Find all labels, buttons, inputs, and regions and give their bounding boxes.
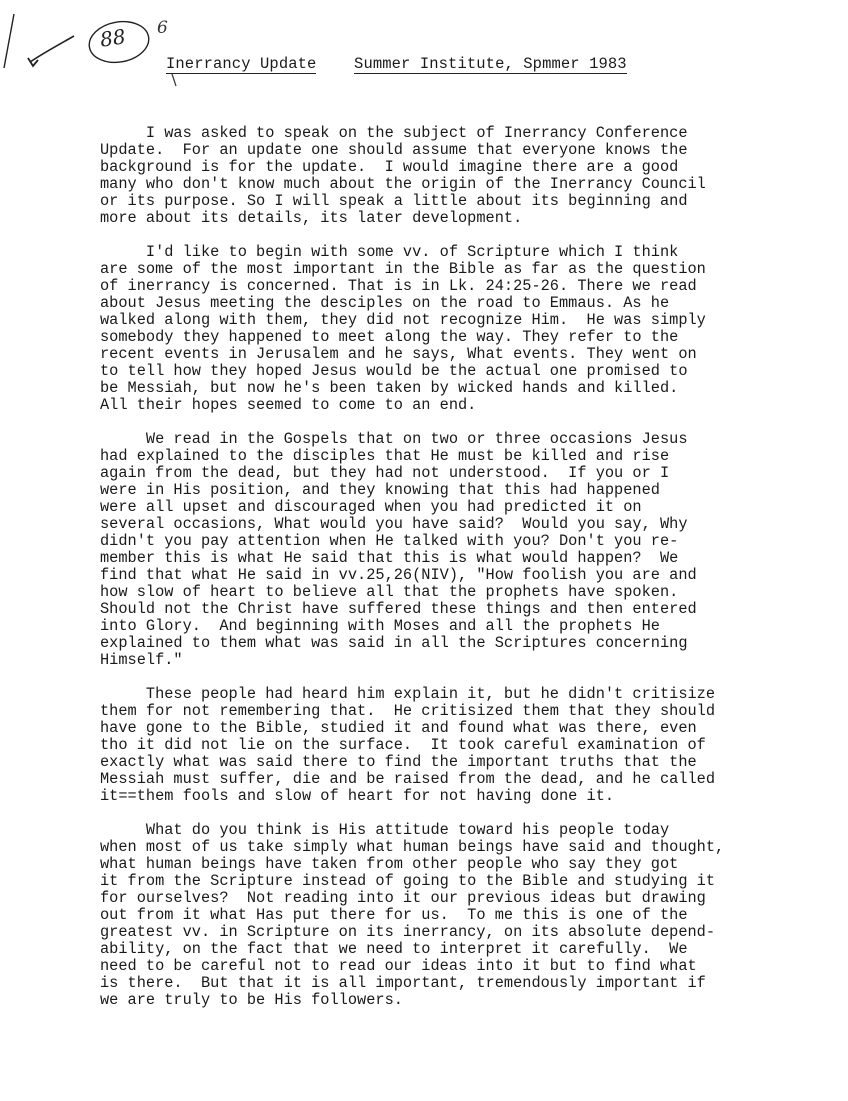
text-line: Himself." (100, 651, 183, 669)
text-line: were all upset and discouraged when you had predicted it on (100, 498, 642, 516)
text-line: out from it what Has put there for us. To me this is one of the (100, 906, 688, 924)
text-line: were in His position, and they knowing that this had happened (100, 481, 660, 499)
text-line: is there. But that it is all important, tremendously important if (100, 974, 706, 992)
text-line: Messiah must suffer, die and be raised from the dead, and he called (100, 770, 716, 788)
paragraph-5 (100, 822, 820, 1009)
text-line: into Glory. And beginning with Moses and all the prophets He (100, 617, 660, 635)
handwritten-letter: 6 (157, 18, 168, 38)
small-tick-mark (172, 74, 176, 86)
text-line: didn't you pay attention when He talked with you? Don't you re- (100, 532, 679, 550)
text-line: greatest vv. in Scripture on its inerrancy, on its absolute depend- (100, 923, 716, 941)
text-line: what human beings have taken from other people who say they got (100, 855, 679, 873)
pen-arrow-stroke (30, 36, 74, 62)
text-line: about Jesus meeting the desciples on the road to Emmaus. As he (100, 294, 670, 312)
text-line: have gone to the Bible, studied it and found what was there, even (100, 719, 697, 737)
text-line: are some of the most important in the Bible as far as the question (100, 260, 706, 278)
text-line: to tell how they hoped Jesus would be the actual one promised to (100, 362, 688, 380)
text-line: we are truly to be His followers. (100, 991, 403, 1009)
text-line: several occasions, What would you have said? Would you say, Why (100, 515, 688, 533)
document-body (100, 125, 820, 1026)
text-line: many who don't know much about the origin of the Inerrancy Council (100, 175, 706, 193)
text-line: for ourselves? Not reading into it our previous ideas but drawing (100, 889, 706, 907)
header-title: Inerrancy Update (166, 55, 317, 73)
text-line: recent events in Jerusalem and he says, What events. They went on (100, 345, 697, 363)
text-line: somebody they happened to meet along the way. They refer to the (100, 328, 679, 346)
text-line: These people had heard him explain it, but he didn't critisize (100, 685, 716, 703)
handwritten-page-number: 88 (98, 24, 127, 52)
text-line: again from the dead, but they had not understood. If you or I (100, 464, 670, 482)
header-event: Summer Institute, Spmmer 1983 (354, 55, 627, 73)
text-line: it==them fools and slow of heart for not having done it. (100, 787, 615, 805)
text-line: background is for the update. I would imagine there are a good (100, 158, 679, 176)
text-line: What do you think is His attitude toward his people today (100, 821, 670, 839)
text-line: when most of us take simply what human beings have said and thought, (100, 838, 725, 856)
text-line: them for not remembering that. He critisized them that they should (100, 702, 716, 720)
text-line: walked along with them, they did not recognize Him. He was simply (100, 311, 706, 329)
paragraph-2 (100, 244, 820, 414)
text-line: tho it did not lie on the surface. It took careful examination of (100, 736, 706, 754)
paragraph-1 (100, 125, 820, 227)
paragraph-4 (100, 686, 820, 805)
text-line: Should not the Christ have suffered these things and then entered (100, 600, 697, 618)
text-line: how slow of heart to believe all that the prophets have spoken. (100, 583, 679, 601)
text-line: or its purpose. So I will speak a little about its beginning and (100, 192, 688, 210)
paragraph-3 (100, 431, 820, 669)
text-line: I'd like to begin with some vv. of Scripture which I think (100, 243, 679, 261)
text-line: more about its details, its later development. (100, 209, 523, 227)
text-line: member this is what He said that this is what would happen? We (100, 549, 679, 567)
text-line: be Messiah, but now he's been taken by wicked hands and killed. (100, 379, 679, 397)
text-line: find that what He said in vv.25,26(NIV), "How foolish you are and (100, 566, 697, 584)
text-line: All their hopes seemed to come to an end. (100, 396, 477, 414)
text-line: Update. For an update one should assume that everyone knows the (100, 141, 688, 159)
text-line: I was asked to speak on the subject of Inerrancy Conference (100, 124, 688, 142)
text-line: need to be careful not to read our ideas into it but to find what (100, 957, 697, 975)
text-line: ability, on the fact that we need to interpret it carefully. We (100, 940, 688, 958)
text-line: of inerrancy is concerned. That is in Lk. 24:25-26. There we read (100, 277, 697, 295)
text-line: We read in the Gospels that on two or three occasions Jesus (100, 430, 688, 448)
margin-pen-stroke (4, 14, 14, 68)
text-line: explained to them what was said in all the Scriptures concerning (100, 634, 688, 652)
text-line: had explained to the disciples that He must be killed and rise (100, 447, 670, 465)
text-line: exactly what was said there to find the important truths that the (100, 753, 697, 771)
document-header (166, 55, 627, 73)
text-line: it from the Scripture instead of going to the Bible and studying it (100, 872, 716, 890)
